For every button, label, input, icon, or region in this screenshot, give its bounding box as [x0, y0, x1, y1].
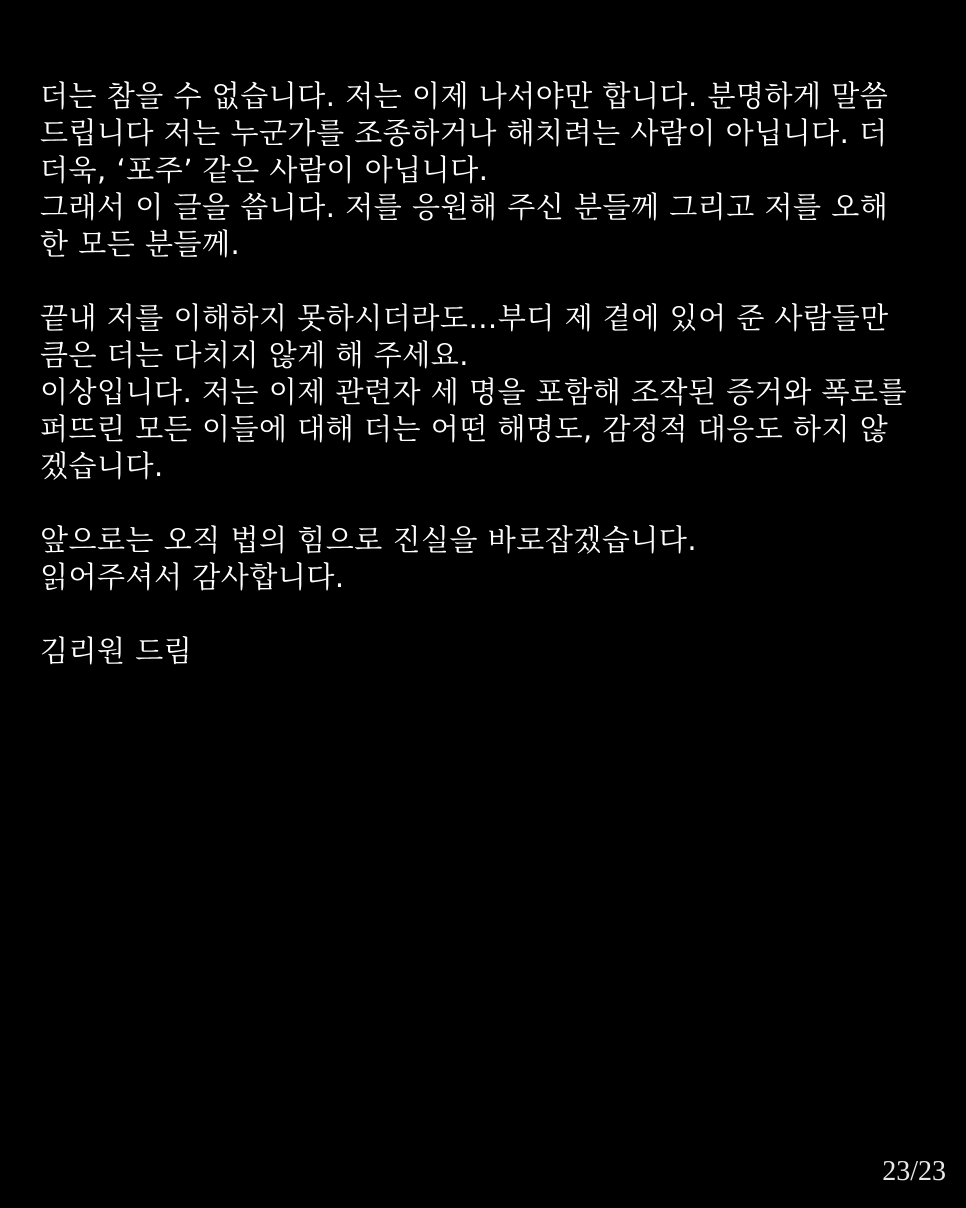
letter-line: 이상입니다. 저는 이제 관련자 세 명을 포함해 조작된 증거와 폭로를 [40, 375, 908, 409]
letter-line: 드립니다 저는 누군가를 조종하거나 해치려는 사람이 아닙니다. 더 [40, 116, 888, 150]
letter-line: 한 모든 분들께. [40, 227, 241, 261]
page-counter: 23/23 [882, 1156, 946, 1187]
paragraph-spacer [40, 596, 930, 633]
letter-line: 읽어주셔서 감사합니다. [40, 560, 345, 594]
signature-line: 김리원 드림 [40, 634, 193, 668]
letter-line: 퍼뜨린 모든 이들에 대해 더는 어떤 해명도, 감정적 대응도 하지 않 [40, 412, 889, 446]
letter-body [40, 78, 930, 670]
letter-line: 끝내 저를 이해하지 못하시더라도…부디 제 곁에 있어 준 사람들만 [40, 301, 889, 335]
letter-line: 그래서 이 글을 씁니다. 저를 응원해 주신 분들께 그리고 저를 오해 [40, 190, 889, 224]
letter-line: 큼은 더는 다치지 않게 해 주세요. [40, 338, 469, 372]
letter-line: 겠습니다. [40, 449, 164, 483]
letter-line: 더욱, ‘포주’ 같은 사람이 아닙니다. [40, 153, 489, 187]
paragraph-spacer [40, 485, 930, 522]
letter-line: 더는 참을 수 없습니다. 저는 이제 나서야만 합니다. 분명하게 말씀 [40, 79, 889, 113]
paragraph-spacer [40, 263, 930, 300]
letter-line: 앞으로는 오직 법의 힘으로 진실을 바로잡겠습니다. [40, 523, 698, 557]
